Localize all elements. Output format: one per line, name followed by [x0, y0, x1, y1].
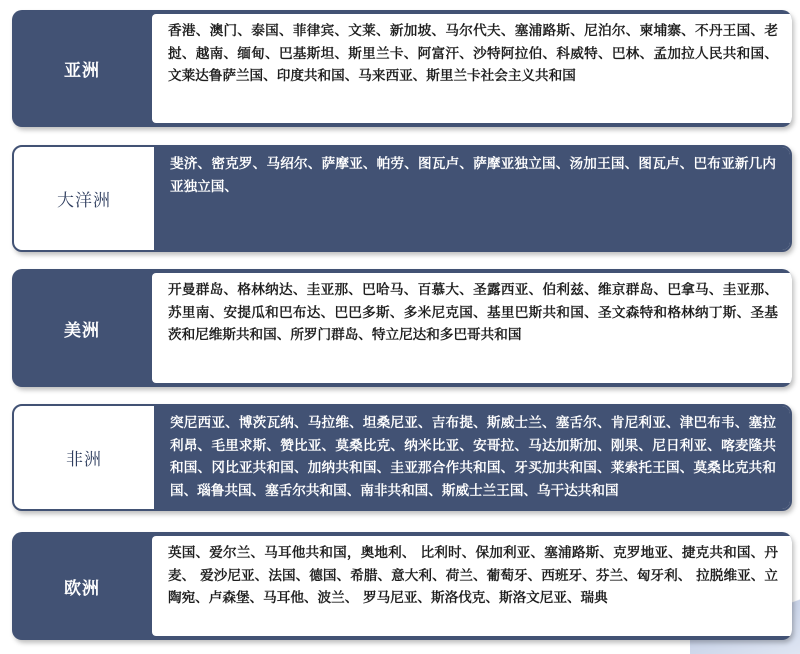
region-panel-europe: [12, 532, 792, 640]
region-label-oceania: 大洋洲: [57, 191, 111, 211]
region-panel-oceania: [12, 145, 792, 252]
region-label-africa: 非洲: [66, 450, 102, 470]
country-list-asia: 香港、澳门、泰国、菲律宾、文莱、新加坡、马尔代夫、塞浦路斯、尼泊尔、柬埔寨、不丹王国、老挝、越南、缅甸、巴基斯坦、斯里兰卡、阿富汗、沙特阿拉伯、科威特、巴林、孟加拉人民共和国、文莱达鲁萨兰国、印度共和国、马来西亚、斯里兰卡社会主义共和国: [152, 14, 792, 123]
region-panel-asia: [12, 10, 792, 127]
country-list-americas: 开曼群岛、格林纳达、圭亚那、巴哈马、百慕大、圣露西亚、伯利兹、维京群岛、巴拿马、圭亚那、苏里南、安提瓜和巴布达、巴巴多斯、多米尼克国、基里巴斯共和国、圣文森特和格林纳丁斯、圣基茨和尼维斯共和国、所罗门群岛、特立尼达和多巴哥共和国: [152, 273, 792, 383]
country-list-oceania: 斐济、密克罗、马绍尔、萨摩亚、帕劳、图瓦卢、萨摩亚独立国、汤加王国、图瓦卢、巴布亚新几内亚独立国、: [154, 147, 790, 250]
region-panel-africa: [12, 404, 792, 511]
region-label-asia: 亚洲: [64, 61, 100, 81]
region-label-europe: 欧洲: [64, 578, 100, 599]
country-list-africa: 突尼西亚、博茨瓦纳、马拉维、坦桑尼亚、吉布提、斯威士兰、塞舌尔、肯尼利亚、津巴布韦、塞拉利昂、毛里求斯、赞比亚、莫桑比克、纳米比亚、安哥拉、马达加斯加、刚果、尼日利亚、喀麦隆共和国、冈比亚共和国、加纳共和国、圭亚那合作共和国、牙买加共和国、莱索托王国、莫桑比克共和国、瑙鲁共国、塞舌尔共和国、南非共和国、斯威士兰王国、乌干达共和国: [154, 406, 790, 509]
country-list-europe: 英国、爱尔兰、马耳他共和国，奥地利、 比利时、保加利亚、塞浦路斯、克罗地亚、捷克共和国、丹麦、 爱沙尼亚、法国、德国、希腊、意大利、荷兰、葡萄牙、西班牙、芬兰、匈牙利、 拉脱维亚、立陶宛、卢森堡、马耳他、波兰、 罗马尼亚、斯洛伐克、斯洛文尼亚、瑞典: [152, 536, 792, 636]
region-label-americas: 美洲: [64, 320, 100, 341]
region-panel-americas: [12, 269, 792, 387]
